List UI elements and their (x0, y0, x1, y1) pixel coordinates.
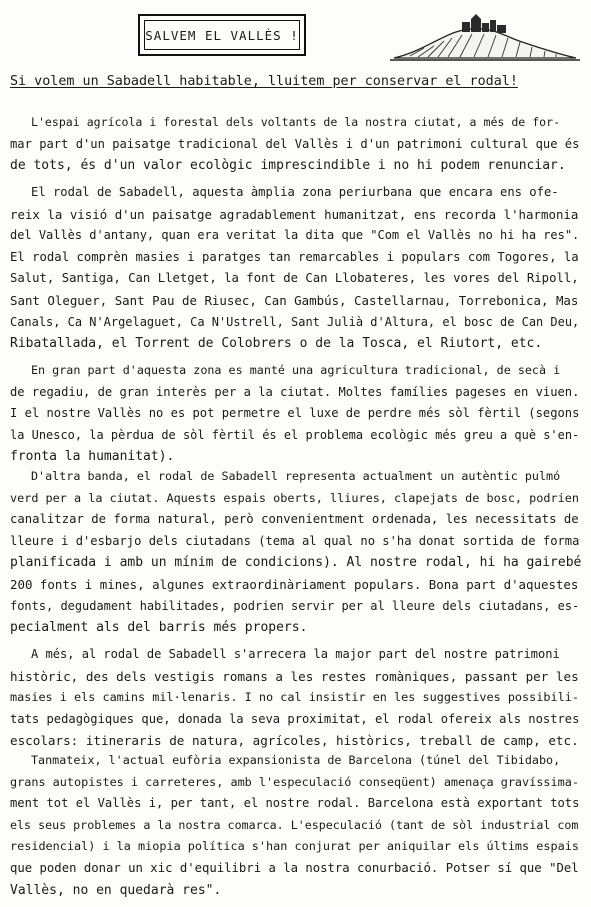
subtitle: Si volem un Sabadell habitable, lluitem per conservar el rodal! (10, 74, 518, 89)
text-line: D'altra banda, el rodal de Sabadell representa actualment un autèntic pulmó (31, 469, 561, 483)
paragraph-2 (10, 182, 582, 355)
text-line: de regadiu, de gran interès per a la ciutat. Moltes famílies pageses en viuen. (10, 384, 580, 399)
text-line: Canals, Ca N'Argelaguet, Ca N'Ustrell, Sant Julià d'Altura, el bosc de Can Deu, (10, 314, 580, 329)
text-line: A més, al rodal de Sabadell s'arrecera la major part del nostre patrimoni (31, 647, 560, 661)
text-line: del Vallès d'antany, quan era veritat la dita que "Com el Vallès no hi ha res". (10, 228, 580, 243)
text-line: tats pedagògiques que, donada la seva proximitat, el rodal ofereix als nostres (10, 711, 580, 726)
text-line: Ribatallada, el Torrent de Colobrers o de la Tosca, el Riutort, etc. (10, 336, 543, 352)
paragraph-4 (10, 466, 582, 639)
paragraph-3 (10, 360, 582, 468)
page-title: SALVEM EL VALLÈS ! (144, 20, 300, 50)
text-line: fronta la humanitat). (10, 449, 175, 465)
paragraph-1 (10, 112, 582, 177)
text-line: Tanmateix, l'actual eufòria expansionista de Barcelona (túnel del Tibidabo, (31, 753, 561, 767)
paragraph-6 (10, 750, 582, 901)
text-line: L'espai agrícola i forestal dels voltants de la nostra ciutat, a més de for- (31, 115, 561, 129)
text-line: pecialment als del barris més propers. (10, 620, 308, 636)
text-line: de tots, és d'un valor ecològic imprescindible i no hi podem renunciar. (10, 158, 566, 174)
text-line: reix la visió d'un paisatge agradablement humanitzat, ens recorda l'harmonia (10, 206, 579, 222)
text-line: Sant Oleguer, Sant Pau de Riusec, Can Gambús, Castellarnau, Torrebonica, Mas (10, 292, 579, 308)
text-line: ment tot el Vallès i, per tant, el nostre rodal. Barcelona està exportant tots (10, 796, 580, 811)
text-line: El rodal comprèn masies i paratges tan remarcables i populars com Togores, la (10, 249, 579, 264)
text-line: Vallès, no en quedarà res". (10, 882, 222, 898)
text-line: històric, des dels vestigis romans a les restes romàniques, passant per les (10, 668, 579, 684)
text-line: fonts, degudament habilitades, podrien servir per al lleure dels ciutadans, es- (10, 598, 580, 613)
text-line: I el nostre Vallès no es pot permetre el luxe de perdre més sòl fèrtil (segons (10, 406, 580, 421)
text-line: El rodal de Sabadell, aquesta àmplia zona periurbana que encara ens ofe- (31, 185, 559, 199)
text-line: residencial) i la miopia política s'han conjurat per aniquilar els últims espais (10, 839, 579, 854)
text-line: mar part d'un paisatge tradicional del Vallès i d'un patrimoni cultural que és (10, 136, 580, 151)
text-line: la Unesco, la pèrdua de sòl fèrtil és el problema ecològic més greu a què s'en- (10, 427, 580, 442)
text-line: escolars: itineraris de natura, agrícoles, històrics, treball de camp, etc. (10, 733, 579, 749)
paragraph-5 (10, 644, 582, 752)
text-line: lleure i d'esbarjo dels ciutadans (tema al qual no s'ha donat sortida de forma (10, 533, 580, 548)
text-line: canalitzar de forma natural, però convenientment ordenada, les necessitats de (10, 512, 579, 527)
text-line: grans autopistes i carreteres, amb l'especulació conseqüent) amenaça gravíssima- (10, 774, 579, 789)
text-line: masies i els camins mil·lenaris. I no cal insistir en les suggestives possibili- (10, 690, 579, 705)
text-line: verd per a la ciutat. Aquests espais oberts, lliures, clapejats de bosc, podrien (10, 490, 579, 505)
text-line: Salut, Santiga, Can Lletget, la font de Can Llobateres, les vores del Ripoll, (10, 271, 579, 286)
text-line: planificada i amb un mínim de condicions). Al nostre rodal, hi ha gairebé (10, 555, 582, 571)
text-line: 200 fonts i mines, algunes extraordinàriament populars. Bona part d'aquestes (10, 576, 579, 592)
text-line: En gran part d'aquesta zona es manté una agricultura tradicional, de secà i (31, 363, 561, 377)
hill-with-buildings-illustration (390, 8, 580, 66)
text-line: els seus problemes a la nostra comarca. L'especulació (tant de sòl industrial com (10, 817, 579, 832)
title-box (138, 14, 306, 56)
text-line: que poden donar un xic d'equilibri a la nostra conurbació. Potser sí que "Del (10, 860, 579, 875)
